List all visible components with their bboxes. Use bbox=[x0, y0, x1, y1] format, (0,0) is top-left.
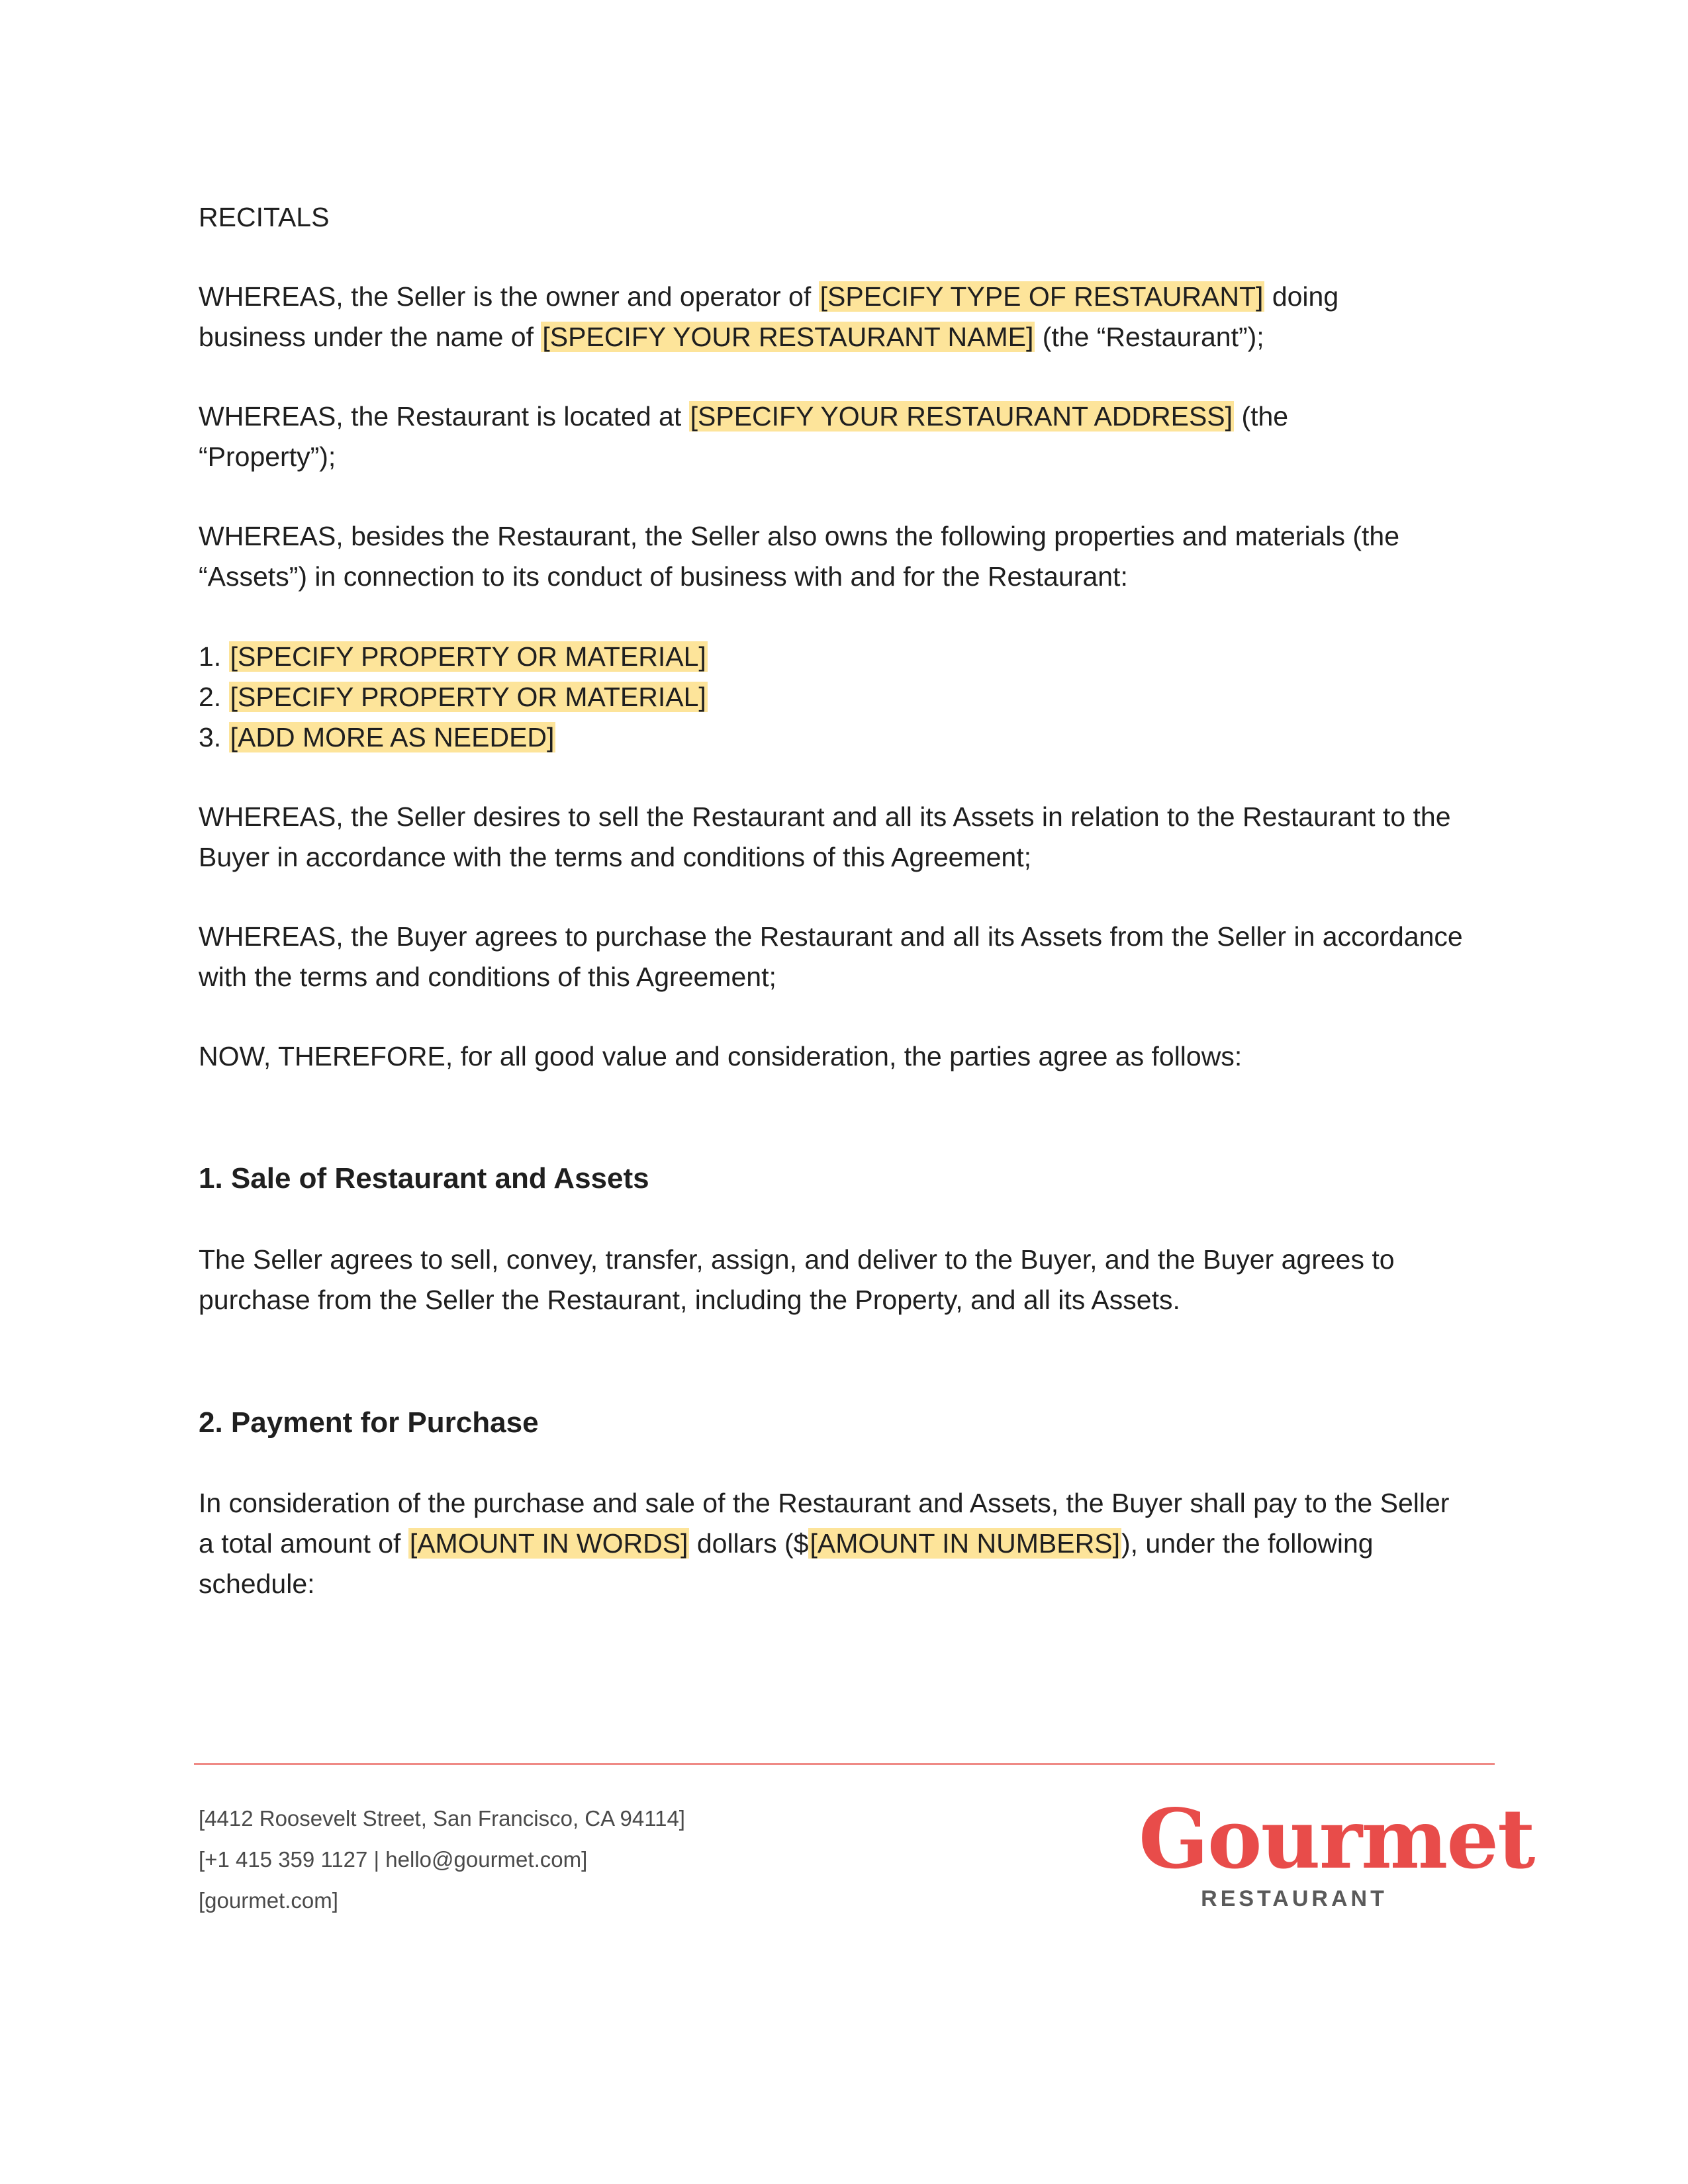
placeholder-restaurant-address: [SPECIFY YOUR RESTAURANT ADDRESS] bbox=[690, 401, 1233, 432]
recital-paragraph-2 bbox=[199, 396, 1489, 477]
placeholder-amount-words: [AMOUNT IN WORDS] bbox=[409, 1528, 688, 1559]
gourmet-logo bbox=[1139, 1792, 1534, 1926]
recital-paragraph-3 bbox=[199, 516, 1489, 597]
footer-phone-email: [+1 415 359 1127 | hello@gourmet.com] bbox=[199, 1847, 588, 1872]
logo-subtitle: RESTAURANT bbox=[1201, 1886, 1387, 1911]
footer-divider bbox=[194, 1763, 1495, 1765]
text-run: doing bbox=[1264, 281, 1339, 312]
text-run: In consideration of the purchase and sale of the Restaurant and Assets, the Buyer shall pay to the Seller bbox=[199, 1488, 1450, 1518]
section-2-heading: 2. Payment for Purchase bbox=[199, 1406, 539, 1439]
logo-wordmark: Gourmet bbox=[1139, 1792, 1534, 1888]
placeholder-restaurant-name: [SPECIFY YOUR RESTAURANT NAME] bbox=[542, 322, 1034, 352]
text-run: WHEREAS, besides the Restaurant, the Seller also owns the following properties and materials (the bbox=[199, 521, 1400, 551]
text-run: WHEREAS, the Seller is the owner and operator of bbox=[199, 281, 819, 312]
placeholder-asset: [SPECIFY PROPERTY OR MATERIAL] bbox=[230, 682, 706, 712]
text-run: schedule: bbox=[199, 1569, 315, 1599]
recitals-title: RECITALS bbox=[199, 202, 330, 232]
placeholder-asset: [ADD MORE AS NEEDED] bbox=[230, 722, 555, 752]
text-run: purchase from the Seller the Restaurant, including the Property, and all its Assets. bbox=[199, 1285, 1180, 1315]
recital-paragraph-6: NOW, THEREFORE, for all good value and consideration, the parties agree as follows: bbox=[199, 1041, 1243, 1071]
footer-website: [gourmet.com] bbox=[199, 1888, 338, 1913]
placeholder-asset: [SPECIFY PROPERTY OR MATERIAL] bbox=[230, 641, 706, 672]
text-run: “Property”); bbox=[199, 441, 336, 472]
placeholder-amount-numbers: [AMOUNT IN NUMBERS] bbox=[810, 1528, 1120, 1559]
text-run: with the terms and conditions of this Agreement; bbox=[199, 962, 776, 992]
section-2-body bbox=[199, 1483, 1489, 1604]
text-run: (the “Restaurant”); bbox=[1035, 322, 1264, 352]
list-item bbox=[199, 682, 708, 712]
assets-list bbox=[199, 637, 1489, 758]
recital-paragraph-1 bbox=[199, 277, 1489, 357]
list-number: 2. bbox=[199, 682, 229, 712]
recital-paragraph-4 bbox=[199, 797, 1489, 878]
text-run: WHEREAS, the Buyer agrees to purchase the Restaurant and all its Assets from the Seller in accordance bbox=[199, 921, 1463, 952]
list-number: 1. bbox=[199, 641, 229, 672]
footer-address: [4412 Roosevelt Street, San Francisco, CA 94114] bbox=[199, 1806, 685, 1831]
list-number: 3. bbox=[199, 722, 229, 752]
section-1-body bbox=[199, 1240, 1489, 1320]
list-item bbox=[199, 641, 708, 672]
text-run: a total amount of bbox=[199, 1528, 408, 1559]
text-run: dollars ($ bbox=[689, 1528, 809, 1559]
text-run: ), under the following bbox=[1121, 1528, 1374, 1559]
text-run: (the bbox=[1234, 401, 1289, 432]
text-run: “Assets”) in connection to its conduct of business with and for the Restaurant: bbox=[199, 561, 1128, 592]
text-run: WHEREAS, the Seller desires to sell the Restaurant and all its Assets in relation to the Restaurant to the bbox=[199, 801, 1451, 832]
section-1-heading: 1. Sale of Restaurant and Assets bbox=[199, 1162, 649, 1195]
list-item bbox=[199, 722, 555, 752]
text-run: WHEREAS, the Restaurant is located at bbox=[199, 401, 689, 432]
text-run: Buyer in accordance with the terms and conditions of this Agreement; bbox=[199, 842, 1032, 872]
placeholder-restaurant-type: [SPECIFY TYPE OF RESTAURANT] bbox=[820, 281, 1264, 312]
text-run: business under the name of bbox=[199, 322, 541, 352]
text-run: The Seller agrees to sell, convey, transfer, assign, and deliver to the Buyer, and the Buyer agrees to bbox=[199, 1244, 1395, 1275]
recital-paragraph-5 bbox=[199, 917, 1489, 997]
